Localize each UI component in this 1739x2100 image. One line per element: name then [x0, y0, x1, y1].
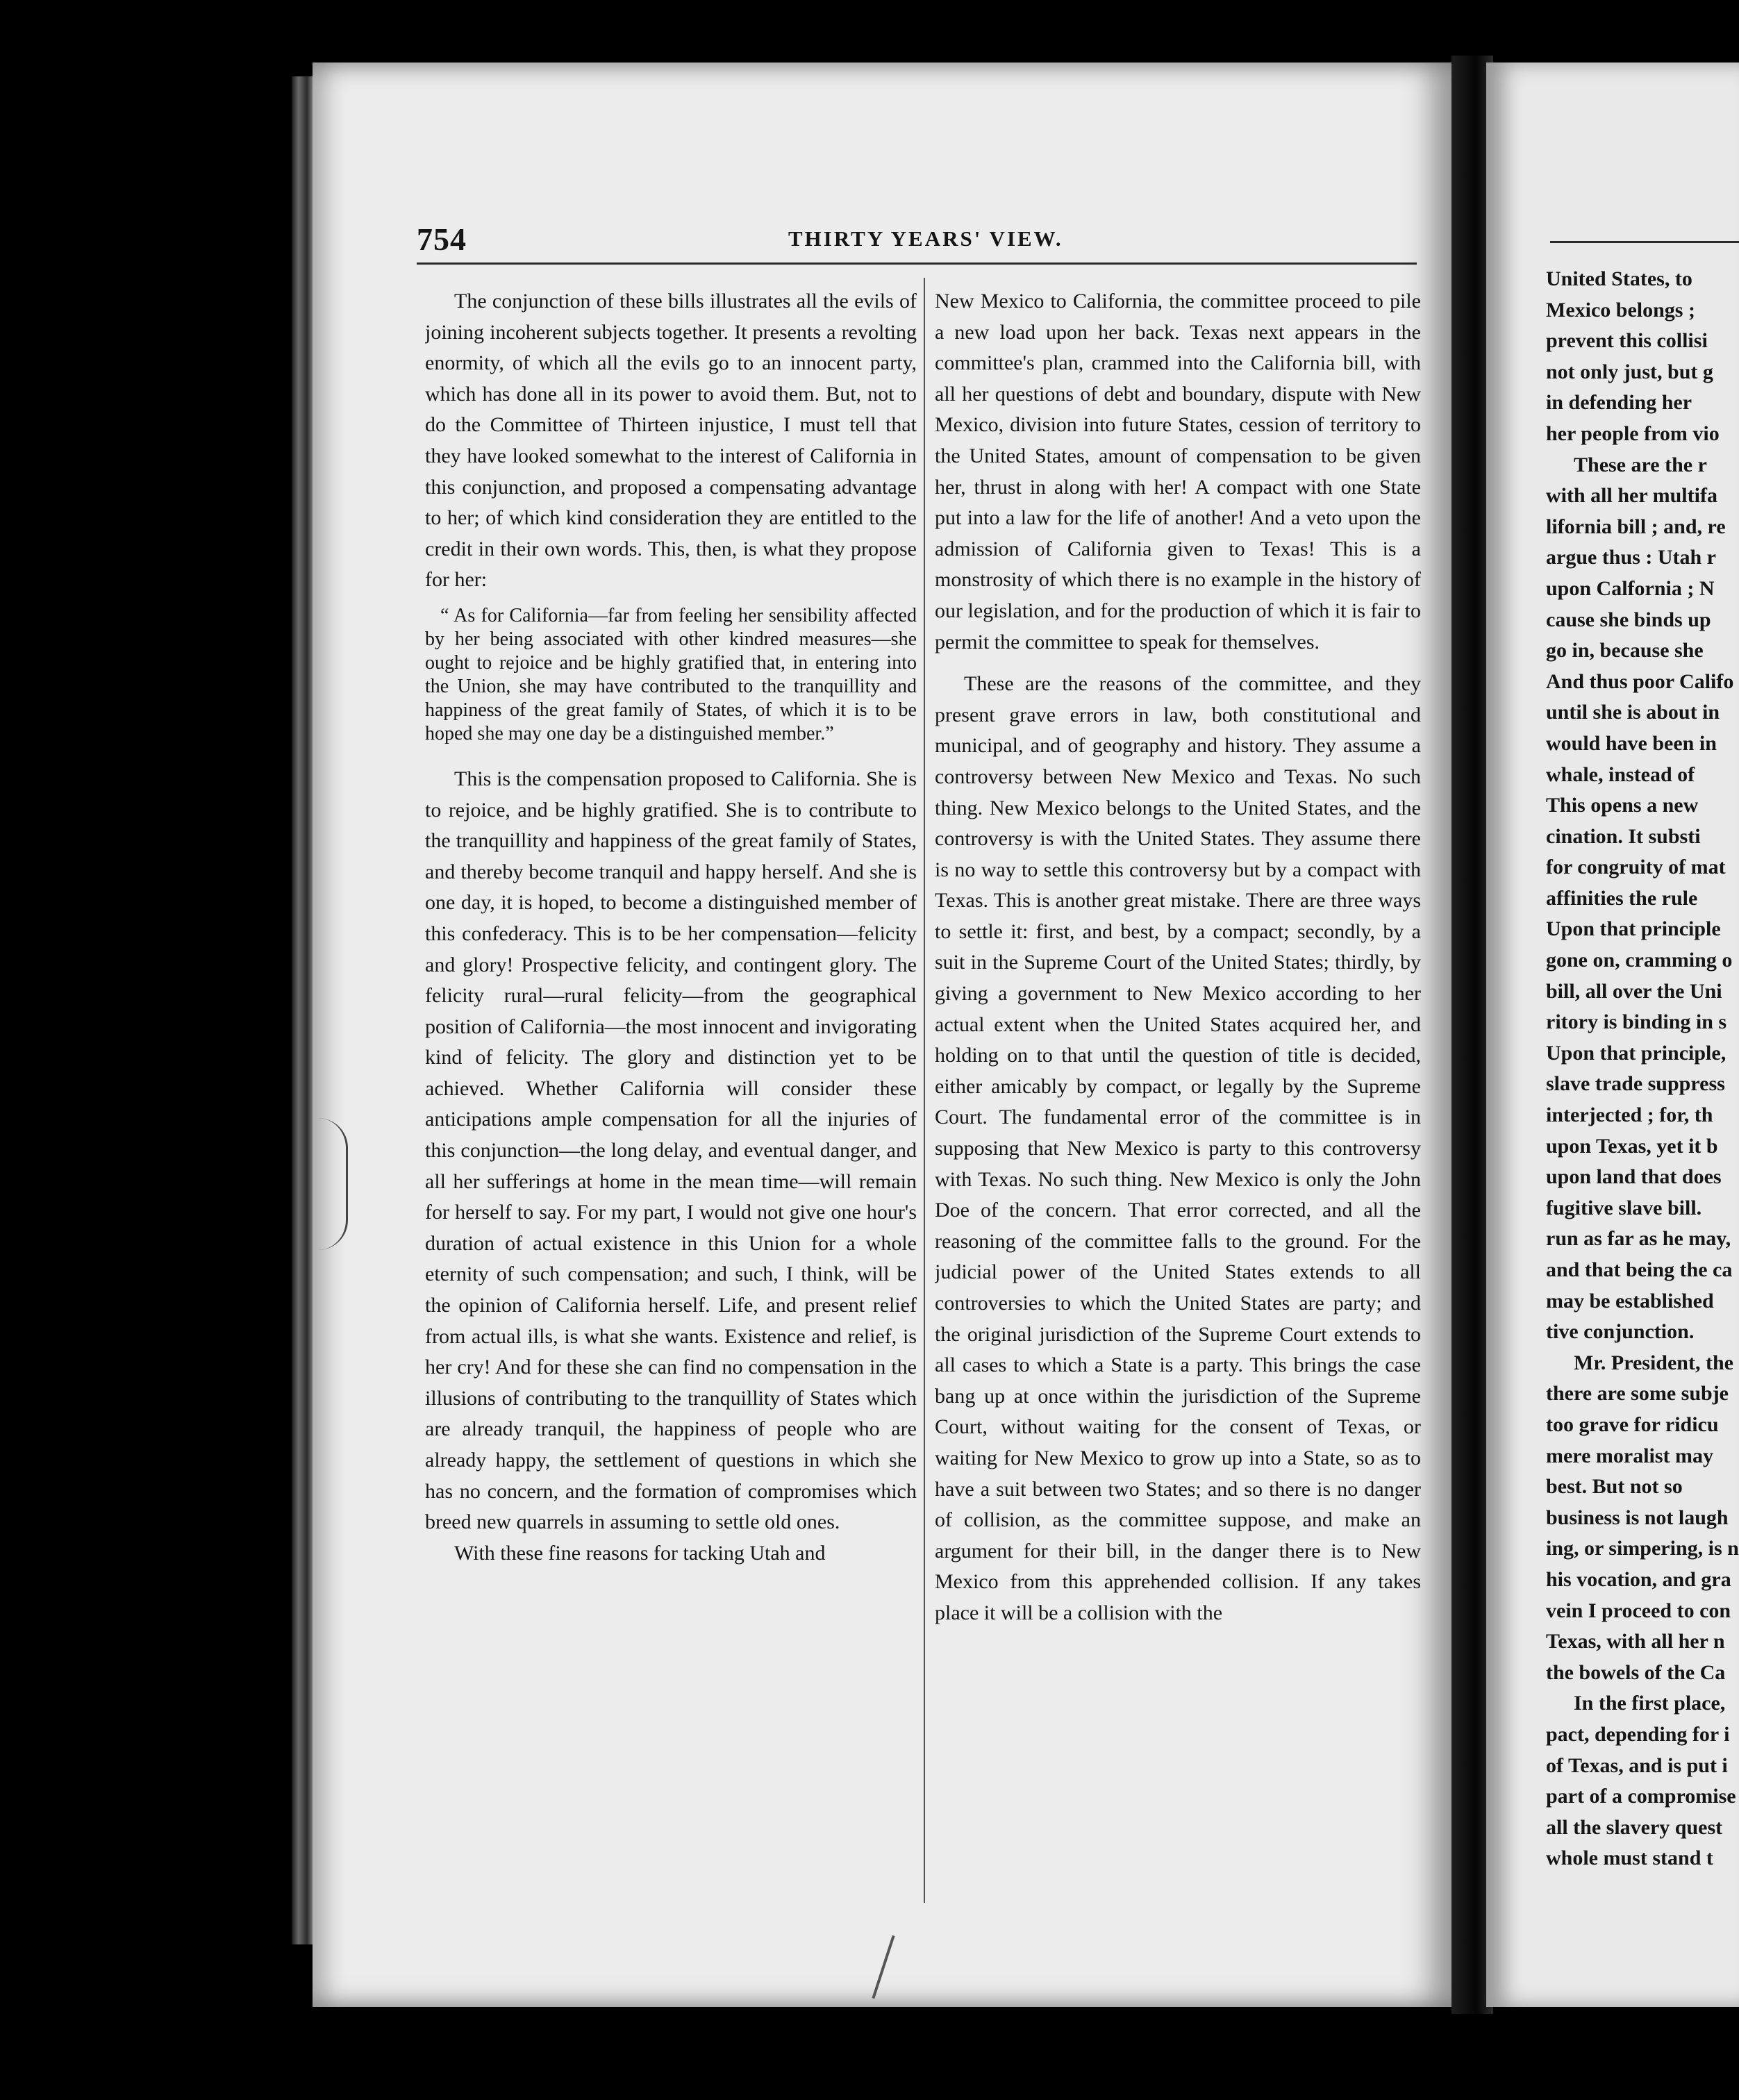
text-line: slave trade suppress: [1546, 1072, 1725, 1096]
text-line: Upon that principle: [1546, 917, 1721, 941]
text-line: mere moralist may: [1546, 1444, 1714, 1467]
text-line: bill, all over the Uni: [1546, 979, 1722, 1003]
text-line: affinities the rule: [1546, 886, 1698, 910]
paragraph: New Mexico to California, the committee proceed to pile a new load upon her back. Texas next appears in the committee's plan, crammed into the California bill, with all her questions of debt and boundary, dispute with New Mexico, division into future States, cession of territory to the United States, amount of compensation to be given her, thrust in along with her! A compact with one State put into a law for the life of another! And a veto upon the admission of California given to Texas! This is a monstrosity of which there is no example in the history of our legislation, and for the production of which it is fair to permit the committee to speak for themselves.: [935, 290, 1421, 653]
text-line: cause she binds up: [1546, 608, 1711, 631]
text-line: of Texas, and is put i: [1546, 1753, 1728, 1777]
text-line: her people from vio: [1546, 422, 1720, 445]
text-line: fugitive slave bill.: [1546, 1196, 1702, 1219]
middle-text-column: [935, 286, 1421, 1869]
text-line: Upon that principle,: [1546, 1041, 1726, 1065]
text-line: run as far as he may,: [1546, 1227, 1731, 1251]
text-line: argue thus : Utah r: [1546, 546, 1716, 569]
text-line: go in, because she: [1546, 639, 1704, 662]
block-quote: “ As for California—far from feeling her sensibility affected by her being associated with other kindred measures—she ought to rejoice and be highly gratified that, in entering into the Union, she may have contributed to the tranquillity and happiness of the great family of States, of which it is to be hoped she may one day be a distinguished member.”: [425, 604, 917, 744]
paragraph: The conjunction of these bills illustrates all the evils of joining incoherent subjects together. It presents a revolting enormity, of which all the evils go to an innocent party, which has done all in its power to avoid them. But, not to do the Committee of Thirteen injustice, I must tell that they have looked somewhat to the interest of California in this conjunction, and proposed a compensating advantage to her; of which kind consideration they are entitled to the credit in their own words. This, then, is what they propose for her:: [425, 290, 917, 592]
text-line: upon Texas, yet it b: [1546, 1134, 1718, 1158]
text-line: Texas, with all her n: [1546, 1630, 1725, 1653]
text-line: In the first place,: [1574, 1692, 1726, 1715]
text-line: would have been in: [1546, 731, 1717, 755]
text-line: cination. It substi: [1546, 824, 1701, 848]
text-line: until she is about in: [1546, 701, 1720, 724]
text-line: Mexico belongs ;: [1546, 298, 1695, 322]
text-line: ing, or simpering, is n: [1546, 1537, 1739, 1560]
header-rule: [417, 262, 1417, 265]
text-line: best. But not so: [1546, 1475, 1683, 1499]
text-line: with all her multifa: [1546, 484, 1717, 508]
paragraph: These are the reasons of the committee, and they present grave errors in law, both constitutional and municipal, and of geography and history. They assume a controversy between New Mexico and Texas. No such thing. New Mexico belongs to the United States, and the controversy is with the United States. They assume there is no way to settle this controversy but by a compact with Texas. This is another great mistake. There are three ways to settle it: first, and best, by a compact; secondly, by a suit in the Supreme Court of the United States; thirdly, by giving a government to New Mexico according to her actual extent when the United States acquired her, and holding on to that until the question of title is decided, either amicably by compact, or legally by the Supreme Court. The fundamental error of the committee is in supposing that New Mexico is party to this controversy with Texas. No such thing. New Mexico is only the John Doe of the concern. That error corrected, and all the reasoning of the committee falls to the ground. For the judicial power of the United States extends to all controversies to which the United States are party; and the original jurisdiction of the Supreme Court extends to all cases to which a State is a party. This brings the case bang up at once within the jurisdiction of the Supreme Court, without waiting for the consent of Texas, or waiting for New Mexico to grow up into a State, so as to have a suit between two States; and so there is no danger of collision, as the committee suppose, and make an argument for their bill, in the danger there is to New Mexico from this apprehended collision. If any takes place it will be a collision with the: [935, 672, 1421, 1624]
text-line: upon land that does: [1546, 1165, 1722, 1189]
text-line: business is not laugh: [1546, 1506, 1729, 1529]
text-line: all the slavery quest: [1546, 1815, 1723, 1839]
text-line: vein I proceed to con: [1546, 1599, 1731, 1622]
column-divider: [924, 278, 925, 1903]
text-line: Mr. President, the: [1574, 1351, 1733, 1374]
left-text-column: [425, 286, 917, 1869]
text-line: and that being the ca: [1546, 1258, 1733, 1281]
right-page-header-rule: [1550, 241, 1739, 243]
text-line: These are the r: [1574, 453, 1707, 476]
text-line: upon Calfornia ; N: [1546, 576, 1715, 600]
right-page: [1486, 62, 1739, 2007]
text-line: his vocation, and gra: [1546, 1567, 1731, 1591]
text-line: too grave for ridicu: [1546, 1412, 1719, 1436]
right-page-text-fragment: [1546, 264, 1739, 1874]
text-line: lifornia bill ; and, re: [1546, 515, 1726, 538]
page-number: 754: [417, 222, 467, 257]
text-line: for congruity of mat: [1546, 856, 1726, 879]
text-line: the bowels of the Ca: [1546, 1660, 1726, 1684]
text-line: interjected ; for, th: [1546, 1103, 1713, 1127]
page-header: [417, 221, 1417, 262]
text-line: And thus poor Califo: [1546, 669, 1734, 693]
text-line: gone on, cramming o: [1546, 949, 1733, 972]
text-line: not only just, but g: [1546, 360, 1713, 383]
text-line: prevent this collisi: [1546, 329, 1708, 353]
text-line: tive conjunction.: [1546, 1320, 1695, 1344]
text-line: in defending her: [1546, 391, 1692, 415]
text-line: United States, to: [1546, 267, 1692, 290]
margin-pencil-bracket: [318, 1118, 348, 1250]
paragraph: With these fine reasons for tacking Utah and: [454, 1541, 826, 1565]
text-line: may be established: [1546, 1289, 1714, 1312]
text-line: pact, depending for i: [1546, 1722, 1730, 1746]
text-line: ritory is binding in s: [1546, 1010, 1727, 1034]
text-line: there are some subje: [1546, 1382, 1729, 1406]
text-line: part of a compromise: [1546, 1785, 1736, 1808]
running-head: THIRTY YEARS' VIEW.: [788, 226, 1063, 251]
text-line: whole must stand t: [1546, 1847, 1713, 1870]
text-line: whale, instead of: [1546, 762, 1695, 786]
text-line: This opens a new: [1546, 794, 1699, 817]
paragraph: This is the compensation proposed to California. She is to rejoice, and be highly gratified. She is to contribute to the tranquillity and happiness of the great family of States, and thereby become tranquil and happy herself. And she is one day, it is hoped, to become a distinguished member of this confederacy. This is to be her compensation—felicity and glory! Prospective felicity, and contingent glory. The felicity rural—rural felicity—from the geographical position of California—the most innocent and invigorating kind of felicity. The glory and distinction yet to be achieved. Whether California will consider these anticipations ample compensation for all the injuries of this conjunction—the long delay, and eventual danger, and all her sufferings at home in the mean time—will remain for herself to say. For my part, I would not give one hour's duration of actual existence in this Union for a whole eternity of such compensation; and such, I think, will be the opinion of California herself. Life, and present relief from actual ills, is what she wants. Existence and relief, is her cry! And for these she can find no compensation in the illusions of contributing to the tranquillity of States which are already tranquil, the happiness of people who are already happy, the settlement of questions in which she has no concern, and the formation of compromises which breed new quarrels in assuming to settle old ones.: [425, 767, 917, 1534]
